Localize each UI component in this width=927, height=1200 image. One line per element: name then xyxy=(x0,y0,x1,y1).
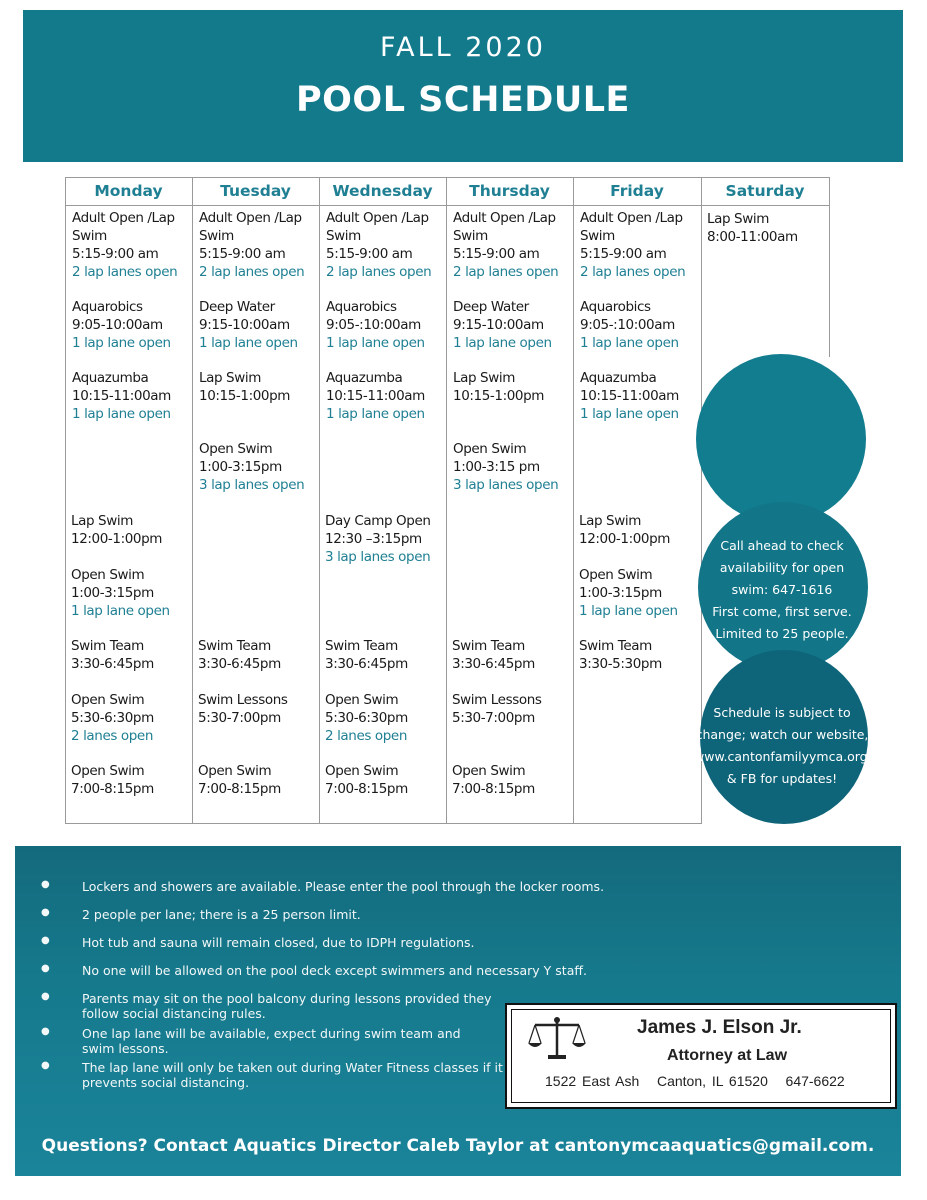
class-title: Lap Swim xyxy=(453,370,515,386)
class-title: Aquazumba xyxy=(72,370,149,386)
class-entry xyxy=(199,298,317,352)
class-time: 3:30-6:45pm xyxy=(71,656,154,672)
day-header-friday: Friday xyxy=(610,182,664,200)
class-title: Deep Water xyxy=(453,299,529,315)
class-title: Swim Team xyxy=(579,638,652,654)
day-header-tuesday: Tuesday xyxy=(220,182,291,200)
bullet-icon: ● xyxy=(41,907,50,918)
call-ahead-text xyxy=(700,535,864,645)
class-time: 7:00-8:15pm xyxy=(452,781,535,797)
grid-line xyxy=(65,177,66,824)
class-time: 10:15-1:00pm xyxy=(199,388,291,404)
class-time: 12:30 –3:15pm xyxy=(325,531,422,547)
page-title: POOL SCHEDULE xyxy=(296,80,630,120)
rule-text: Lockers and showers are available. Please enter the pool through the locker rooms. xyxy=(82,879,605,894)
class-entry xyxy=(198,762,316,798)
rule-text: One lap lane will be available, expect during swim team and swim lessons. xyxy=(82,1026,461,1056)
class-entry xyxy=(199,369,317,405)
class-entry xyxy=(325,637,443,673)
class-entry xyxy=(579,512,697,548)
class-entry xyxy=(452,762,570,798)
class-title: Swim Team xyxy=(198,638,271,654)
rule-text: Parents may sit on the pool balcony during lessons provided they follow social distancing rules. xyxy=(82,991,492,1021)
class-title: Swim Team xyxy=(452,638,525,654)
class-time: 10:15-1:00pm xyxy=(453,388,545,404)
class-time: 9:05-:10:00am xyxy=(326,317,421,333)
class-entry xyxy=(326,369,444,423)
class-time: 10:15-11:00am xyxy=(326,388,425,404)
class-title: Swim Lessons xyxy=(198,692,288,708)
lane-note: 1 lap lane open xyxy=(453,335,552,351)
rule-text: No one will be allowed on the pool deck except swimmers and necessary Y staff. xyxy=(82,963,587,978)
day-header-thursday: Thursday xyxy=(469,182,550,200)
class-title: Aquazumba xyxy=(326,370,403,386)
class-time: 3:30-6:45pm xyxy=(452,656,535,672)
class-title: Adult Open /Lap Swim xyxy=(199,210,302,244)
class-time: 7:00-8:15pm xyxy=(198,781,281,797)
lane-note: 3 lap lanes open xyxy=(325,549,431,565)
lane-note: 1 lap lane open xyxy=(72,406,171,422)
season-title: FALL 2020 xyxy=(380,32,546,63)
lane-note: 2 lap lanes open xyxy=(453,264,559,280)
class-title: Lap Swim xyxy=(71,513,133,529)
lane-note: 2 lanes open xyxy=(325,728,407,744)
class-title: Aquarobics xyxy=(580,299,651,315)
lane-note: 1 lap lane open xyxy=(326,335,425,351)
circle-line: change; watch our website, xyxy=(695,727,869,742)
class-time: 5:15-9:00 am xyxy=(580,246,667,262)
rule-text: 2 people per lane; there is a 25 person limit. xyxy=(82,907,361,922)
grid-line xyxy=(65,823,702,824)
day-header-wednesday: Wednesday xyxy=(332,182,433,200)
class-title: Open Swim xyxy=(452,763,526,779)
class-entry xyxy=(452,637,570,673)
class-entry xyxy=(452,691,570,727)
class-time: 12:00-1:00pm xyxy=(71,531,163,547)
bullet-icon: ● xyxy=(41,991,50,1002)
lane-note: 1 lap lane open xyxy=(71,603,170,619)
bullet-icon: ● xyxy=(41,935,50,946)
circle-line: swim: 647-1616 xyxy=(731,582,833,597)
class-time: 3:30-5:30pm xyxy=(579,656,662,672)
class-title: Aquarobics xyxy=(72,299,143,315)
class-time: 7:00-8:15pm xyxy=(71,781,154,797)
day-header-saturday: Saturday xyxy=(725,182,805,200)
class-entry xyxy=(707,210,825,246)
lane-note: 2 lap lanes open xyxy=(199,264,305,280)
lane-note: 1 lap lane open xyxy=(326,406,425,422)
class-time: 5:30-6:30pm xyxy=(325,710,408,726)
scales-of-justice-icon xyxy=(527,1015,587,1063)
class-title: Open Swim xyxy=(453,441,527,457)
circle-line: Call ahead to check xyxy=(720,538,844,553)
class-time: 10:15-11:00am xyxy=(580,388,679,404)
class-entry xyxy=(579,637,697,673)
class-entry xyxy=(71,566,189,620)
class-time: 9:15-10:00am xyxy=(453,317,544,333)
class-time: 8:00-11:00am xyxy=(707,229,798,245)
attorney-address: 1522 East Ash Canton, IL 61520 647-6622 xyxy=(545,1073,845,1089)
class-title: Open Swim xyxy=(325,692,399,708)
class-entry xyxy=(71,762,189,798)
circle-line: availability for open xyxy=(719,560,845,575)
class-time: 1:00-3:15pm xyxy=(579,585,662,601)
decorative-circle xyxy=(696,354,866,524)
class-entry xyxy=(325,512,443,566)
class-title: Open Swim xyxy=(71,567,145,583)
circle-line: & FB for updates! xyxy=(726,771,838,786)
class-time: 7:00-8:15pm xyxy=(325,781,408,797)
class-title: Adult Open /Lap Swim xyxy=(580,210,683,244)
class-entry xyxy=(325,691,443,745)
class-title: Adult Open /Lap Swim xyxy=(72,210,175,244)
circle-line: www.cantonfamilyymca.org, xyxy=(694,749,872,764)
class-entry xyxy=(325,762,443,798)
class-time: 1:00-3:15 pm xyxy=(453,459,540,475)
class-title: Swim Lessons xyxy=(452,692,542,708)
class-time: 9:05-:10:00am xyxy=(580,317,675,333)
class-entry xyxy=(579,566,697,620)
class-time: 9:05-10:00am xyxy=(72,317,163,333)
lane-note: 3 lap lanes open xyxy=(199,477,305,493)
class-time: 5:30-7:00pm xyxy=(198,710,281,726)
class-title: Open Swim xyxy=(71,692,145,708)
class-entry xyxy=(326,298,444,352)
day-header-monday: Monday xyxy=(94,182,163,200)
class-time: 5:30-7:00pm xyxy=(452,710,535,726)
class-entry xyxy=(453,298,571,352)
attorney-name: James J. Elson Jr. xyxy=(637,1017,802,1038)
class-entry xyxy=(71,691,189,745)
lane-note: 2 lap lanes open xyxy=(580,264,686,280)
class-entry xyxy=(72,298,190,352)
lane-note: 1 lap lane open xyxy=(580,406,679,422)
schedule-change-text xyxy=(694,702,870,790)
grid-line xyxy=(829,177,830,357)
grid-line xyxy=(446,177,447,824)
class-title: Open Swim xyxy=(71,763,145,779)
lane-note: 2 lanes open xyxy=(71,728,153,744)
grid-line xyxy=(65,205,830,206)
class-time: 5:15-9:00 am xyxy=(72,246,159,262)
class-entry xyxy=(453,440,571,494)
class-time: 5:15-9:00 am xyxy=(199,246,286,262)
class-entry xyxy=(71,512,189,548)
class-title: Lap Swim xyxy=(579,513,641,529)
circle-line: Limited to 25 people. xyxy=(715,626,849,641)
class-entry xyxy=(326,209,444,281)
lane-note: 1 lap lane open xyxy=(199,335,298,351)
class-time: 10:15-11:00am xyxy=(72,388,171,404)
bullet-icon: ● xyxy=(41,1026,50,1037)
class-time: 5:15-9:00 am xyxy=(453,246,540,262)
bullet-icon: ● xyxy=(41,1060,50,1071)
title-banner xyxy=(23,10,903,162)
class-time: 1:00-3:15pm xyxy=(199,459,282,475)
lane-note: 3 lap lanes open xyxy=(453,477,559,493)
rule-text: Hot tub and sauna will remain closed, due to IDPH regulations. xyxy=(82,935,475,950)
class-time: 5:15-9:00 am xyxy=(326,246,413,262)
class-entry xyxy=(580,298,698,352)
class-time: 9:15-10:00am xyxy=(199,317,290,333)
class-title: Day Camp Open xyxy=(325,513,431,529)
class-entry xyxy=(198,691,316,727)
class-title: Open Swim xyxy=(579,567,653,583)
class-time: 12:00-1:00pm xyxy=(579,531,671,547)
lane-note: 1 lap lane open xyxy=(579,603,678,619)
circle-line: Schedule is subject to xyxy=(713,705,851,720)
class-time: 5:30-6:30pm xyxy=(71,710,154,726)
class-entry xyxy=(580,209,698,281)
rule-text: The lap lane will only be taken out during Water Fitness classes if it prevents social distancing. xyxy=(82,1060,503,1090)
class-title: Aquarobics xyxy=(326,299,397,315)
lane-note: 2 lap lanes open xyxy=(72,264,178,280)
class-entry xyxy=(580,369,698,423)
circle-line: First come, first serve. xyxy=(712,604,852,619)
grid-line xyxy=(192,177,193,824)
lane-note: 2 lap lanes open xyxy=(326,264,432,280)
class-title: Lap Swim xyxy=(707,211,769,227)
class-title: Adult Open /Lap Swim xyxy=(326,210,429,244)
class-title: Open Swim xyxy=(198,763,272,779)
class-entry xyxy=(72,369,190,423)
class-entry xyxy=(453,369,571,405)
bullet-icon: ● xyxy=(41,879,50,890)
class-title: Swim Team xyxy=(325,638,398,654)
class-time: 3:30-6:45pm xyxy=(325,656,408,672)
class-time: 1:00-3:15pm xyxy=(71,585,154,601)
lane-note: 1 lap lane open xyxy=(72,335,171,351)
grid-line xyxy=(319,177,320,824)
class-title: Open Swim xyxy=(199,441,273,457)
bullet-icon: ● xyxy=(41,963,50,974)
class-title: Adult Open /Lap Swim xyxy=(453,210,556,244)
class-title: Open Swim xyxy=(325,763,399,779)
class-title: Lap Swim xyxy=(199,370,261,386)
class-title: Deep Water xyxy=(199,299,275,315)
class-title: Aquazumba xyxy=(580,370,657,386)
grid-line xyxy=(573,177,574,824)
attorney-ad xyxy=(505,1003,897,1109)
class-entry xyxy=(199,440,317,494)
contact-line: Questions? Contact Aquatics Director Caleb Taylor at cantonymcaaquatics@gmail.com. xyxy=(41,1136,875,1156)
class-entry xyxy=(72,209,190,281)
class-time: 3:30-6:45pm xyxy=(198,656,281,672)
class-title: Swim Team xyxy=(71,638,144,654)
class-entry xyxy=(198,637,316,673)
class-entry xyxy=(71,637,189,673)
class-entry xyxy=(199,209,317,281)
attorney-title: Attorney at Law xyxy=(667,1047,788,1064)
class-entry xyxy=(453,209,571,281)
lane-note: 1 lap lane open xyxy=(580,335,679,351)
